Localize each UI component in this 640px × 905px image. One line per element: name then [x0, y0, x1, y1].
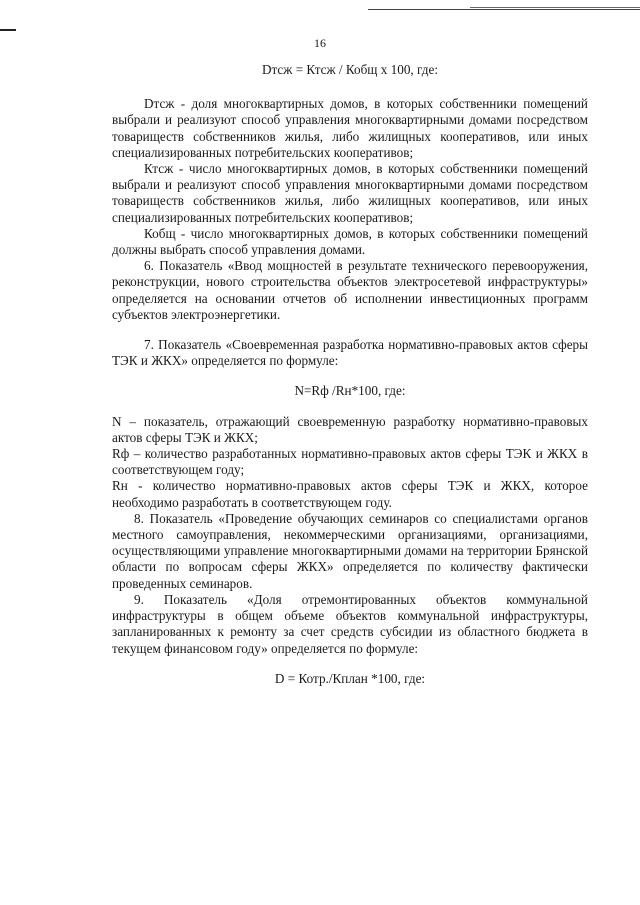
formula-d: D = Котр./Кплан *100, где:	[274, 670, 426, 686]
definition-kobsh: Кобщ - число многоквартирных домов, в которых собственники помещений должны выбрать способ управления домами.	[112, 225, 588, 258]
definition-rn: Rн - количество нормативно-правовых актов сферы ТЭК и ЖКХ, которое необходимо разработать в соответствующем году.	[112, 478, 588, 510]
definition-dtszh: Dтсж - доля многоквартирных домов, в которых собственники помещений выбрали и реализуют способ управления многоквартирными домами посредством товариществ собственников жилья, либо жилищных кооперативов, или иных специализированных потребительских кооперативов;	[112, 96, 588, 160]
document-body	[112, 62, 588, 687]
definition-rf: Rф – количество разработанных нормативно-правовых актов сферы ТЭК и ЖКХ в соответствующем году;	[112, 446, 588, 478]
item-9-paragraph: 9. Показатель «Доля отремонтированных объектов коммунальной инфраструктуры в общем объеме объектов коммунальной инфраструктуры, запланированных к ремонту за счет средств субсидии из областного бюджета в текущем финансовом году» определяется по формуле:	[112, 591, 588, 656]
definition-n: N – показатель, отражающий своевременную разработку нормативно-правовых актов сферы ТЭК и ЖКХ;	[112, 413, 588, 445]
scan-top-line-secondary	[470, 7, 640, 8]
item-8-paragraph: 8. Показатель «Проведение обучающих семинаров со специалистами органов местного самоуправления, некоммерческими организациями, организациями, осуществляющими управление многоквартирными домами на территории Брянской области по вопросам сферы ЖКХ» определяется по количеству фактически проведенных семинаров.	[112, 510, 588, 591]
page-number: 16	[314, 36, 326, 50]
definition-ktszh: Ктсж - число многоквартирных домов, в которых собственники помещений выбрали и реализуют способ управления многоквартирными домами посредством товариществ собственников жилья, либо жилищных кооперативов, или иных специализированных потребительских кооперативов;	[112, 161, 588, 225]
item-7-paragraph: 7. Показатель «Своевременная разработка нормативно-правовых актов сферы ТЭК и ЖКХ» определяется по формуле:	[112, 337, 588, 369]
item-6-paragraph: 6. Показатель «Ввод мощностей в результате технического перевооружения, реконструкции, нового строительства объектов электросетевой инфраструктуры» определяется на основании отчетов об исполнении инвестиционных программ субъектов электроэнергетики.	[112, 258, 588, 322]
formula-dtszh: Dтсж = Ктсж / Кобщ х 100, где:	[261, 62, 439, 77]
formula-n: N=Rф /Rн*100, где:	[294, 383, 406, 399]
scan-top-line	[368, 9, 640, 10]
scan-edge-mark	[0, 29, 16, 31]
